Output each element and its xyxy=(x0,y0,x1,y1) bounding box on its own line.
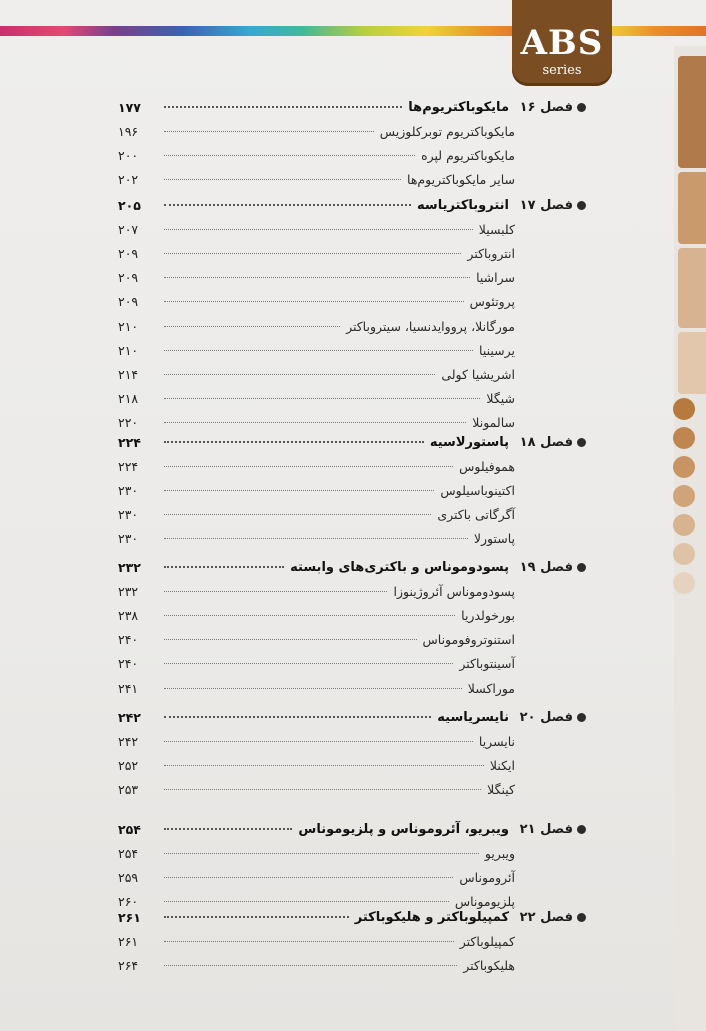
section-page: ۲۳۰ xyxy=(118,507,139,523)
chapter-label: فصل ۱۸ xyxy=(519,434,573,450)
section-row[interactable] xyxy=(118,628,586,652)
dot-leader xyxy=(164,374,435,375)
section-page: ۲۰۹ xyxy=(118,270,139,286)
section-page: ۲۶۰ xyxy=(118,894,139,910)
section-page: ۱۹۶ xyxy=(118,123,139,139)
chapter-row[interactable] xyxy=(118,905,586,929)
section-title: مورگانلا، پرووایدنسیا، سیتروباکتر xyxy=(346,318,515,334)
chapter-label: فصل ۱۷ xyxy=(519,197,573,213)
chapter-page: ۲۳۲ xyxy=(118,559,141,575)
section-title: مایکوباکتریوم لپره xyxy=(421,147,515,163)
chapter-label: فصل ۱۹ xyxy=(519,559,573,575)
section-page: ۲۳۰ xyxy=(118,531,139,547)
section-row[interactable] xyxy=(118,652,586,676)
section-page: ۲۴۲ xyxy=(118,733,139,749)
section-title: کلبسیلا xyxy=(478,221,515,237)
section-page: ۲۰۲ xyxy=(118,172,139,188)
dot-leader xyxy=(164,179,401,180)
section-page: ۲۵۹ xyxy=(118,869,139,885)
section-page: ۲۲۰ xyxy=(118,415,139,431)
section-page: ۲۲۴ xyxy=(118,458,139,474)
section-title: انتروباکتر xyxy=(467,245,515,261)
dot-leader xyxy=(164,965,457,966)
section-page: ۲۴۰ xyxy=(118,632,139,648)
bullet-icon xyxy=(577,825,586,834)
section-title: سراشیا xyxy=(476,270,515,286)
section-row[interactable] xyxy=(118,217,586,241)
section-title: اشریشیا کولی xyxy=(441,366,515,382)
chapter-page: ۲۲۴ xyxy=(118,434,141,450)
dot-leader xyxy=(164,688,462,689)
dot-leader xyxy=(164,663,453,664)
dot-leader xyxy=(164,277,470,278)
chapter-row[interactable] xyxy=(118,193,586,217)
edge-tab xyxy=(678,332,706,394)
dot-leader xyxy=(164,514,431,515)
nav-dot xyxy=(673,543,695,565)
section-title: ویبریو xyxy=(484,845,515,861)
section-title: بورخولدریا xyxy=(461,607,515,623)
dot-leader xyxy=(164,615,455,616)
section-row[interactable] xyxy=(118,119,586,143)
chapter-title: پاستورلاسیه xyxy=(429,434,509,450)
dot-leader xyxy=(164,398,480,399)
chapter-title: نایسریاسیه xyxy=(437,709,509,725)
bullet-icon xyxy=(577,201,586,210)
section-row[interactable] xyxy=(118,865,586,889)
dot-leader xyxy=(164,538,468,539)
dot-leader xyxy=(164,106,402,108)
section-row[interactable] xyxy=(118,527,586,551)
dot-leader xyxy=(164,916,349,918)
dot-leader xyxy=(164,639,417,640)
section-title: ایکنلا xyxy=(489,757,515,773)
dot-leader xyxy=(164,741,473,742)
bullet-icon xyxy=(577,438,586,447)
edge-tab xyxy=(678,56,706,168)
section-title: پلزیوموناس xyxy=(454,894,515,910)
rainbow-band xyxy=(0,26,520,36)
dot-leader xyxy=(164,422,466,423)
section-title: سالمونلا xyxy=(472,415,515,431)
section-row[interactable] xyxy=(118,603,586,627)
section-page: ۲۵۴ xyxy=(118,845,139,861)
section-row[interactable] xyxy=(118,454,586,478)
section-title: هلیکوباکتر xyxy=(463,957,515,973)
section-title: سایر مایکوباکتریوم‌ها xyxy=(407,172,515,188)
dot-leader xyxy=(164,131,374,132)
chapter-page: ۱۷۷ xyxy=(118,99,141,115)
section-title: پروتئوس xyxy=(469,294,515,310)
nav-dot xyxy=(673,485,695,507)
section-page: ۲۳۰ xyxy=(118,482,139,498)
section-page: ۲۴۱ xyxy=(118,680,139,696)
section-title: کمپیلوباکتر xyxy=(459,933,515,949)
section-title: آگرگاتی باکتری xyxy=(437,507,515,523)
chapter-label: فصل ۲۱ xyxy=(519,821,573,837)
dot-leader xyxy=(164,566,284,568)
section-row[interactable] xyxy=(118,841,586,865)
dot-leader xyxy=(164,853,479,854)
section-title: پسودوموناس آئروژینوزا xyxy=(393,583,515,599)
section-row[interactable] xyxy=(118,729,586,753)
section-page: ۲۳۲ xyxy=(118,583,139,599)
section-page: ۲۶۱ xyxy=(118,933,139,949)
chapter-page: ۲۴۲ xyxy=(118,709,141,725)
dot-leader xyxy=(164,229,473,230)
dot-leader xyxy=(164,301,464,302)
section-page: ۲۳۸ xyxy=(118,607,139,623)
dot-leader xyxy=(164,877,453,878)
section-title: شیگلا xyxy=(486,391,515,407)
section-title: نایسریا xyxy=(478,733,515,749)
section-row[interactable] xyxy=(118,953,586,977)
section-page: ۲۱۰ xyxy=(118,318,139,334)
section-title: آئروموناس xyxy=(459,869,515,885)
edge-tab xyxy=(678,248,706,328)
rainbow-band-right xyxy=(610,26,706,36)
chapter-row[interactable] xyxy=(118,430,586,454)
dot-leader xyxy=(164,155,415,156)
section-title: هموفیلوس xyxy=(459,458,515,474)
section-page: ۲۱۴ xyxy=(118,366,139,382)
section-row[interactable] xyxy=(118,314,586,338)
section-row[interactable] xyxy=(118,478,586,502)
section-title: اکتینوباسیلوس xyxy=(440,482,515,498)
dot-leader xyxy=(164,591,387,592)
dot-leader xyxy=(164,441,424,443)
dot-leader xyxy=(164,350,473,351)
dot-leader xyxy=(164,941,454,942)
chapter-page: ۲۰۵ xyxy=(118,197,141,213)
chapter-row[interactable] xyxy=(118,817,586,841)
section-row[interactable] xyxy=(118,362,586,386)
chapter-label: فصل ۲۲ xyxy=(519,909,573,925)
dot-leader xyxy=(164,253,461,254)
section-row[interactable] xyxy=(118,266,586,290)
section-title: آسینتوباکتر xyxy=(459,656,515,672)
section-page: ۲۰۹ xyxy=(118,294,139,310)
section-title: یرسینیا xyxy=(479,342,515,358)
bullet-icon xyxy=(577,103,586,112)
bullet-icon xyxy=(577,713,586,722)
logo-sub-text: series xyxy=(542,63,582,78)
section-page: ۲۰۰ xyxy=(118,147,139,163)
chapter-row[interactable] xyxy=(118,95,586,119)
bullet-icon xyxy=(577,563,586,572)
abs-series-logo xyxy=(512,0,612,86)
chapter-title: ویبریو، آئروموناس و پلزیوموناس xyxy=(298,821,509,837)
section-page: ۲۵۳ xyxy=(118,782,139,798)
section-page: ۲۰۷ xyxy=(118,221,139,237)
dot-leader xyxy=(164,466,453,467)
section-row[interactable] xyxy=(118,168,586,192)
section-title: استنوتروفوموناس xyxy=(422,632,515,648)
right-edge-strip xyxy=(674,46,706,1031)
section-row[interactable] xyxy=(118,387,586,411)
section-page: ۲۶۴ xyxy=(118,957,139,973)
dot-leader xyxy=(164,789,481,790)
chapter-label: فصل ۲۰ xyxy=(519,709,573,725)
chapter-page: ۲۶۱ xyxy=(118,909,141,925)
section-title: مایکوباکتریوم توبرکلوزیس xyxy=(379,123,515,139)
nav-dot xyxy=(673,427,695,449)
section-title: موراکسلا xyxy=(467,680,515,696)
dot-leader xyxy=(164,204,411,206)
section-row[interactable] xyxy=(118,241,586,265)
chapter-label: فصل ۱۶ xyxy=(519,99,573,115)
bullet-icon xyxy=(577,913,586,922)
section-row[interactable] xyxy=(118,753,586,777)
chapter-title: کمپیلوباکتر و هلیکوباکتر xyxy=(354,909,509,925)
section-page: ۲۰۹ xyxy=(118,245,139,261)
chapter-row[interactable] xyxy=(118,705,586,729)
section-page: ۲۵۲ xyxy=(118,757,139,773)
chapter-title: پسودوموناس و باکتری‌های وابسته xyxy=(290,559,509,575)
section-page: ۲۱۸ xyxy=(118,391,139,407)
dot-leader xyxy=(164,716,431,718)
section-row[interactable] xyxy=(118,676,586,700)
dot-leader xyxy=(164,490,434,491)
section-row[interactable] xyxy=(118,503,586,527)
edge-tab xyxy=(678,172,706,244)
dot-leader xyxy=(164,901,449,902)
section-title: پاستورلا xyxy=(473,531,515,547)
section-page: ۲۴۰ xyxy=(118,656,139,672)
dot-leader xyxy=(164,326,340,327)
section-row[interactable] xyxy=(118,579,586,603)
section-title: کینگلا xyxy=(487,782,515,798)
dot-leader xyxy=(164,828,292,830)
section-page: ۲۱۰ xyxy=(118,342,139,358)
section-row[interactable] xyxy=(118,338,586,362)
nav-dot xyxy=(673,572,695,594)
nav-dot xyxy=(673,514,695,536)
section-row[interactable] xyxy=(118,778,586,802)
section-row[interactable] xyxy=(118,929,586,953)
chapter-row[interactable] xyxy=(118,555,586,579)
chapter-title: مایکوباکتریوم‌ها xyxy=(408,99,509,115)
chapter-page: ۲۵۴ xyxy=(118,821,141,837)
section-row[interactable] xyxy=(118,143,586,167)
section-row[interactable] xyxy=(118,290,586,314)
nav-dot xyxy=(673,456,695,478)
nav-dot xyxy=(673,398,695,420)
chapter-title: انتروباکتریاسه xyxy=(417,197,509,213)
dot-leader xyxy=(164,765,484,766)
logo-main-text: ABS xyxy=(520,23,604,63)
